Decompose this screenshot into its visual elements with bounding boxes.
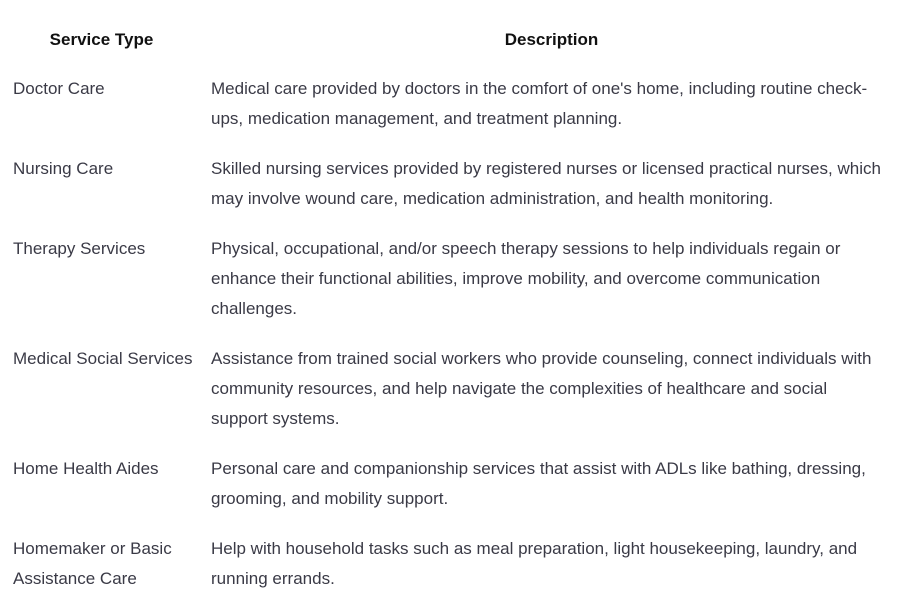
table-row bbox=[0, 534, 900, 594]
description-cell: Help with household tasks such as meal preparation, light housekeeping, laundry, and running errands. bbox=[211, 539, 858, 588]
table-row bbox=[0, 234, 900, 344]
header-description: Description bbox=[504, 30, 599, 49]
service-type-cell: Doctor Care bbox=[13, 79, 105, 98]
service-type-cell: Medical Social Services bbox=[13, 349, 193, 368]
service-type-cell: Home Health Aides bbox=[13, 459, 159, 478]
description-cell: Assistance from trained social workers who provide counseling, connect individuals with community resources, and help navigate the complexities of healthcare and social support systems. bbox=[211, 349, 872, 428]
table-body bbox=[0, 60, 900, 594]
service-type-cell: Nursing Care bbox=[13, 159, 114, 178]
table-row bbox=[0, 344, 900, 454]
header-service-type: Service Type bbox=[49, 30, 154, 49]
table-row bbox=[0, 60, 900, 154]
table-header bbox=[0, 0, 900, 60]
service-type-cell: Therapy Services bbox=[13, 239, 146, 258]
description-cell: Skilled nursing services provided by registered nurses or licensed practical nurses, which may involve wound care, medication administration, and health monitoring. bbox=[211, 159, 881, 208]
description-cell: Medical care provided by doctors in the comfort of one's home, including routine check-ups, medication management, and treatment planning. bbox=[211, 79, 868, 128]
header-row bbox=[0, 0, 900, 60]
table-row bbox=[0, 454, 900, 534]
description-cell: Physical, occupational, and/or speech therapy sessions to help individuals regain or enhance their functional abilities, improve mobility, and overcome communication challenges. bbox=[211, 239, 841, 318]
table-row bbox=[0, 154, 900, 234]
description-cell: Personal care and companionship services that assist with ADLs like bathing, dressing, grooming, and mobility support. bbox=[211, 459, 866, 508]
service-type-cell: Homemaker or Basic Assistance Care bbox=[13, 539, 172, 588]
